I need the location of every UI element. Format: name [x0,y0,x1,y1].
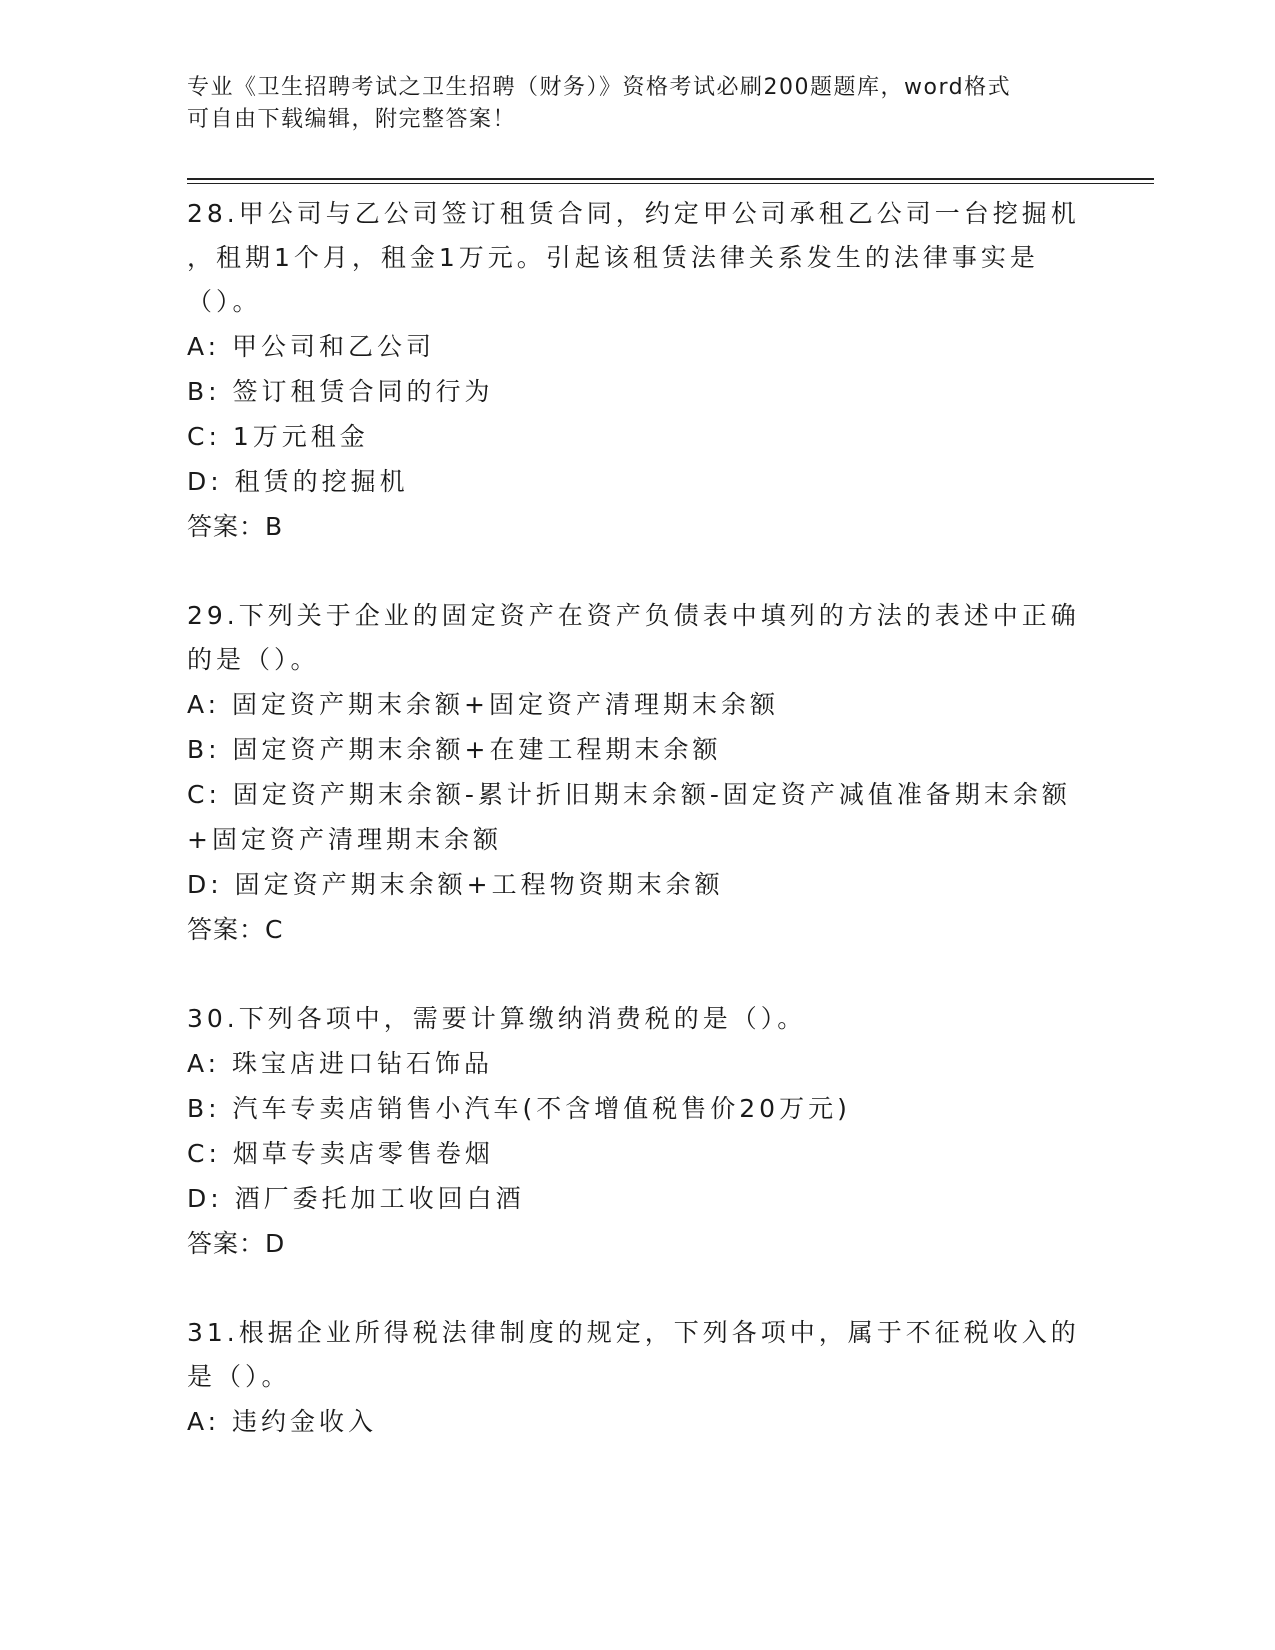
header-title-line-2: 可自由下载编辑，附完整答案！ [187,107,517,132]
option-b: B: 汽车专卖店销售小汽车(不含增值税售价20万元) [187,1094,851,1123]
option-d: D: 租赁的挖掘机 [187,467,409,496]
option-b: B: 固定资产期末余额+在建工程期末余额 [187,735,722,764]
question-29 [187,594,1087,953]
question-text-line: 28.甲公司与乙公司签订租赁合同，约定甲公司承租乙公司一台挖掘机 [187,199,1080,228]
answer-label: 答案：B [187,512,284,541]
header-title-line-1: 专业《卫生招聘考试之卫生招聘（财务）》资格考试必刷200题题库，word格式 [187,75,1012,100]
option-c: C: 烟草专卖店零售卷烟 [187,1139,494,1168]
question-text-line: 31.根据企业所得税法律制度的规定，下列各项中，属于不征税收入的 [187,1318,1080,1347]
question-spacer [187,550,1087,594]
question-text-line: 29.下列关于企业的固定资产在资产负债表中填列的方法的表述中正确 [187,601,1080,630]
question-text-line: 是（）。 [187,1362,291,1391]
option-d: D: 酒厂委托加工收回白酒 [187,1184,525,1213]
option-c-continued: +固定资产清理期末余额 [187,825,502,854]
option-a: A: 违约金收入 [187,1407,378,1436]
question-31 [187,1311,1087,1444]
question-spacer [187,1267,1087,1311]
option-a: A: 珠宝店进口钻石饰品 [187,1049,494,1078]
question-list [187,192,1087,1444]
question-spacer [187,953,1087,997]
question-text-line: ，租期1个月，租金1万元。引起该租赁法律关系发生的法律事实是 [187,243,1039,272]
answer-label: 答案：D [187,1229,286,1258]
answer-label: 答案：C [187,915,284,944]
option-b: B: 签订租赁合同的行为 [187,377,494,406]
option-a: A: 甲公司和乙公司 [187,332,436,361]
option-c: C: 固定资产期末余额-累计折旧期末余额-固定资产减值准备期末余额 [187,780,1071,809]
option-c: C: 1万元租金 [187,422,369,451]
option-d: D: 固定资产期末余额+工程物资期末余额 [187,870,724,899]
question-28 [187,192,1087,550]
option-a: A: 固定资产期末余额+固定资产清理期末余额 [187,690,779,719]
question-30 [187,997,1087,1267]
document-header [187,72,1087,136]
question-text-line: （）。 [187,287,262,316]
question-text-line: 的是（）。 [187,645,320,674]
question-text-line: 30.下列各项中，需要计算缴纳消费税的是（）。 [187,1004,807,1033]
header-divider [187,178,1154,184]
